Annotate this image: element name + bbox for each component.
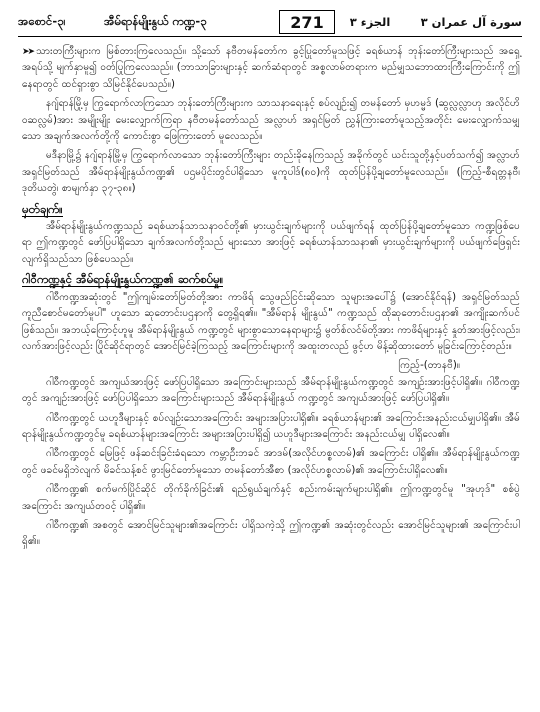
document-body xyxy=(22,44,520,554)
paragraph: အီမ်ရာန်မျိုးနွယ်ကဏ္ဍသည် ခရစ်ယာန်သာသနာဝင်တို့၏ မှားယွင်းချက်များကို ပယ်ဖျက်ရန် ထုတ်ပြန်ပို့ချတော်မူသော ကဏ္ဍဖြစ်ပေရာ ဤကဏ္ဍတွင် ဖော်ပြပါရှိသော ချက်အလက်တို့သည် များသော အားဖြင့် ခရစ်ယာန်သာသနာ၏ မှားယွင်းချက်များကို ပယ်ဖျက်ဖြေရှင်းလျက်ရှိသည်သာ ဖြစ်ပေသည်။ xyxy=(22,221,520,265)
paragraph: မဒီနာမြို့၌ နဂျ်ရာန်မြို့မှ ကြွရောက်လာသော ဘုန်းတော်ကြီးများ တည်းခိုနေကြသည့် အခိုက်တွင် ယင်းသူတို့နှင့်ပတ်သက်၍ အလ္လာဟ်အရှင်မြတ်သည် အီမ်ရာန်မျိုးနွယ်ကဏ္ဍ၏ ပဌမပိုင်းတွင်ပါရှိသော မူကူပါဒ်(၈၀)ကို ထုတ်ပြန်ပို့ချတော်မူလေသည်။ (ကြည့်-စီရတ္တနဗီ၊ ဒုတိယတွဲ၊ စာမျက်နှာ ၃၇-၃၈။) xyxy=(22,150,520,195)
section-heading: မှတ်ချက်။ xyxy=(22,201,63,216)
citation: ကြည့်-(တာနဗီ)။ xyxy=(398,360,460,372)
arrow-marker-icon: ➤➤ xyxy=(22,47,34,57)
paragraph: ဂါဝီကဏ္ဍတွင် အကျယ်အားဖြင့် ဖော်ပြပါရှိသော အကြောင်းများသည် အီမ်ရာန်မျိုးနွယ်ကဏ္ဍတွင် အကျဉ်းအားဖြင့်ပါရှိ၏။ ဂါဝီကဏ္ဍတွင် အကျဉ်းအားဖြင့် ဖော်ပြပါရှိသော အကြောင်းများသည် အီမ်ရာန်မျိုးနွယ် ကဏ္ဍတွင် အကျယ်အားဖြင့် ဖော်ပြပါရှိ၏။ xyxy=(22,376,520,405)
header-juz: الجزء ٣ xyxy=(349,15,391,29)
header-rule xyxy=(18,36,522,37)
paragraph: ဂါဝီကဏ္ဍတွင် ယဟူဒီများနှင့် စပ်လျဉ်းသောအကြောင်း အများအပြားပါရှိ၏။ ခရစ်ယာန်များ၏ အကြောင်းအနည်းငယ်မျှပါရှိ၏။ အီမ်ရာန်မျိုးနွယ်ကဏ္ဍတွင်မူ ခရစ်ယာန်များအကြောင်း အများအပြားပါရှိ၍ ယဟူဒီများအကြောင်း အနည်းငယ်မျှ ပါရှိလေ၏။ xyxy=(22,412,520,440)
paragraph: နဂျ်ရာန်မြို့မှ ကြွရောက်လာကြသော ဘုန်းတော်ကြီးများက သာသနာရေးနှင့် စပ်လျဉ်း၍ တမန်တော် မှဟမ္မဒ် (ဆွလ္လလ္လာဟု အလိုင်ဟိဝဆလ္လမ်)အား အမျိုးမျိုး မေးလျှောက်ကြရာ နဗီတမန်တော်သည် အလ္လာဟ် အရှင်မြတ် ညွှန်ကြားတော်မူသည့်အတိုင်း မေးလျှောက်သမျှသော အချက်အလက်တို့ကို ကောင်းစွာ ဖြေကြားတော် မူလေသည်။ xyxy=(22,98,520,143)
section-heading: ဂါဝီကဏ္ဍနှင့် အီမ်ရာန်မျိုးနွယ်ကဏ္ဍ၏ ဆက်စပ်မှု။ xyxy=(22,272,224,287)
paragraph: ဂါဝီကဏ္ဍအဆုံးတွင် "ဤကျမ်းတော်မြတ်တို့အား ကာဖိရ် သွေဖည်ငြင်းဆိုသော သူများအပေါ်၌ (အောင်နိုင်ရန်) အရှင်မြတ်သည် ကူညီစောင်မတော်မူပါ" ဟူသော ဆုတောင်းပဌနာကို တွေ့ရှိရ၏။ "အီမ်ရာန် မျိုးနွယ်" ကဏ္ဍသည် ထိုဆုတောင်းပဌနာ၏ အကျိုးဆက်ပင်ဖြစ်သည်။ အဘယ့်ကြောင့်ဟူမူ အီမ်ရာန်မျိုးနွယ် ကဏ္ဍတွင် များစွာသောနေရာများ၌ မွတ်စ်လင်မ်တို့အား ကာဖိရ်များနှင့် နှုတ်အားဖြင့်လည်း၊ လက်အားဖြင့်လည်း ပြိုင်ဆိုင်ရာတွင် အောင်မြင်ခဲ့ကြသည့် အကြောင်းများကို အထူးတလည် ဖွင့်ဟ မိန့်ဆိုထားတော် မူခြင်းကြောင့်တည်း။ xyxy=(22,291,520,352)
paragraph: ဂါဝီကဏ္ဍ၏ စက်မက်ပြိုင်ဆိုင် တိုက်ခိုက်ခြင်း၏ ရည်ရွယ်ချက်နှင့် စည်းကမ်းချက်များပါရှိ၏။ ဤကဏ္ဍတွင်မူ "အုဟုဒ်" စစ်ပွဲအကြောင်း အကျယ်တဝင့် ပါရှိ၏။ xyxy=(22,484,520,512)
paragraph: ဂါဝီကဏ္ဍတွင် မြေဖြင့် ဖန်ဆင်းခြင်းခံရသော ကမ္ဘာဦးဘခင် အာဒမ်(အလိုင်ဟစ္စလာမ်)၏ အကြောင်း ပါရှိ၏။ အီမ်ရာန်မျိုးနွယ်ကဏ္ဍတွင် ဖခင်မရှိဘဲလျက် မိခင်သန့်စင် ဖွားမြင်တော်မူသော တမန်တော်အီစာ (အလိုင်ဟစ္စလာမ်)၏ အကြောင်းပါရှိလေ၏။ xyxy=(22,448,520,476)
page-header xyxy=(18,8,522,36)
paragraph: ဂါဝီကဏ္ဍ၏ အစတွင် အောင်မြင်သူများ၏အကြောင်း ပါရှိသကဲ့သို့ ဤကဏ္ဍ၏ အဆုံးတွင်လည်း အောင်မြင်သူများ၏ အကြောင်းပါရှိ၏။ xyxy=(22,519,520,548)
header-surah: سورة آل عمران ٣ xyxy=(420,15,522,29)
header-volume: အစောင်-၃၊ xyxy=(18,13,66,28)
header-chapter: အီမ်ရာန်မျိုးနွယ် ကဏ္ဍ-၃ xyxy=(104,13,207,28)
paragraph: ➤➤ သားတကြီးများက မြစ်တားကြလေသည်။ သို့သော် နဗီတမန်တော်က ခွင့်ပြုတော်မူသဖြင့် ခရစ်ယာန် ဘုန်းတော်ကြီးများသည် အရှေ့အရပ်သို့ မျက်နှာမူ၍ ဝတ်ပြုကြလေသည်။ (ဘာသာခြားများနှင့် ဆက်ဆံရာတွင် အစ္စလာမ်တရားက မည်မျှသဘောထားကြီးကြောင်းကို ဤနေရာတွင် ထင်ရှားစွာ သိမြင်နိုင်ပေသည်။) xyxy=(22,46,520,90)
page-number: 271 xyxy=(279,10,335,34)
